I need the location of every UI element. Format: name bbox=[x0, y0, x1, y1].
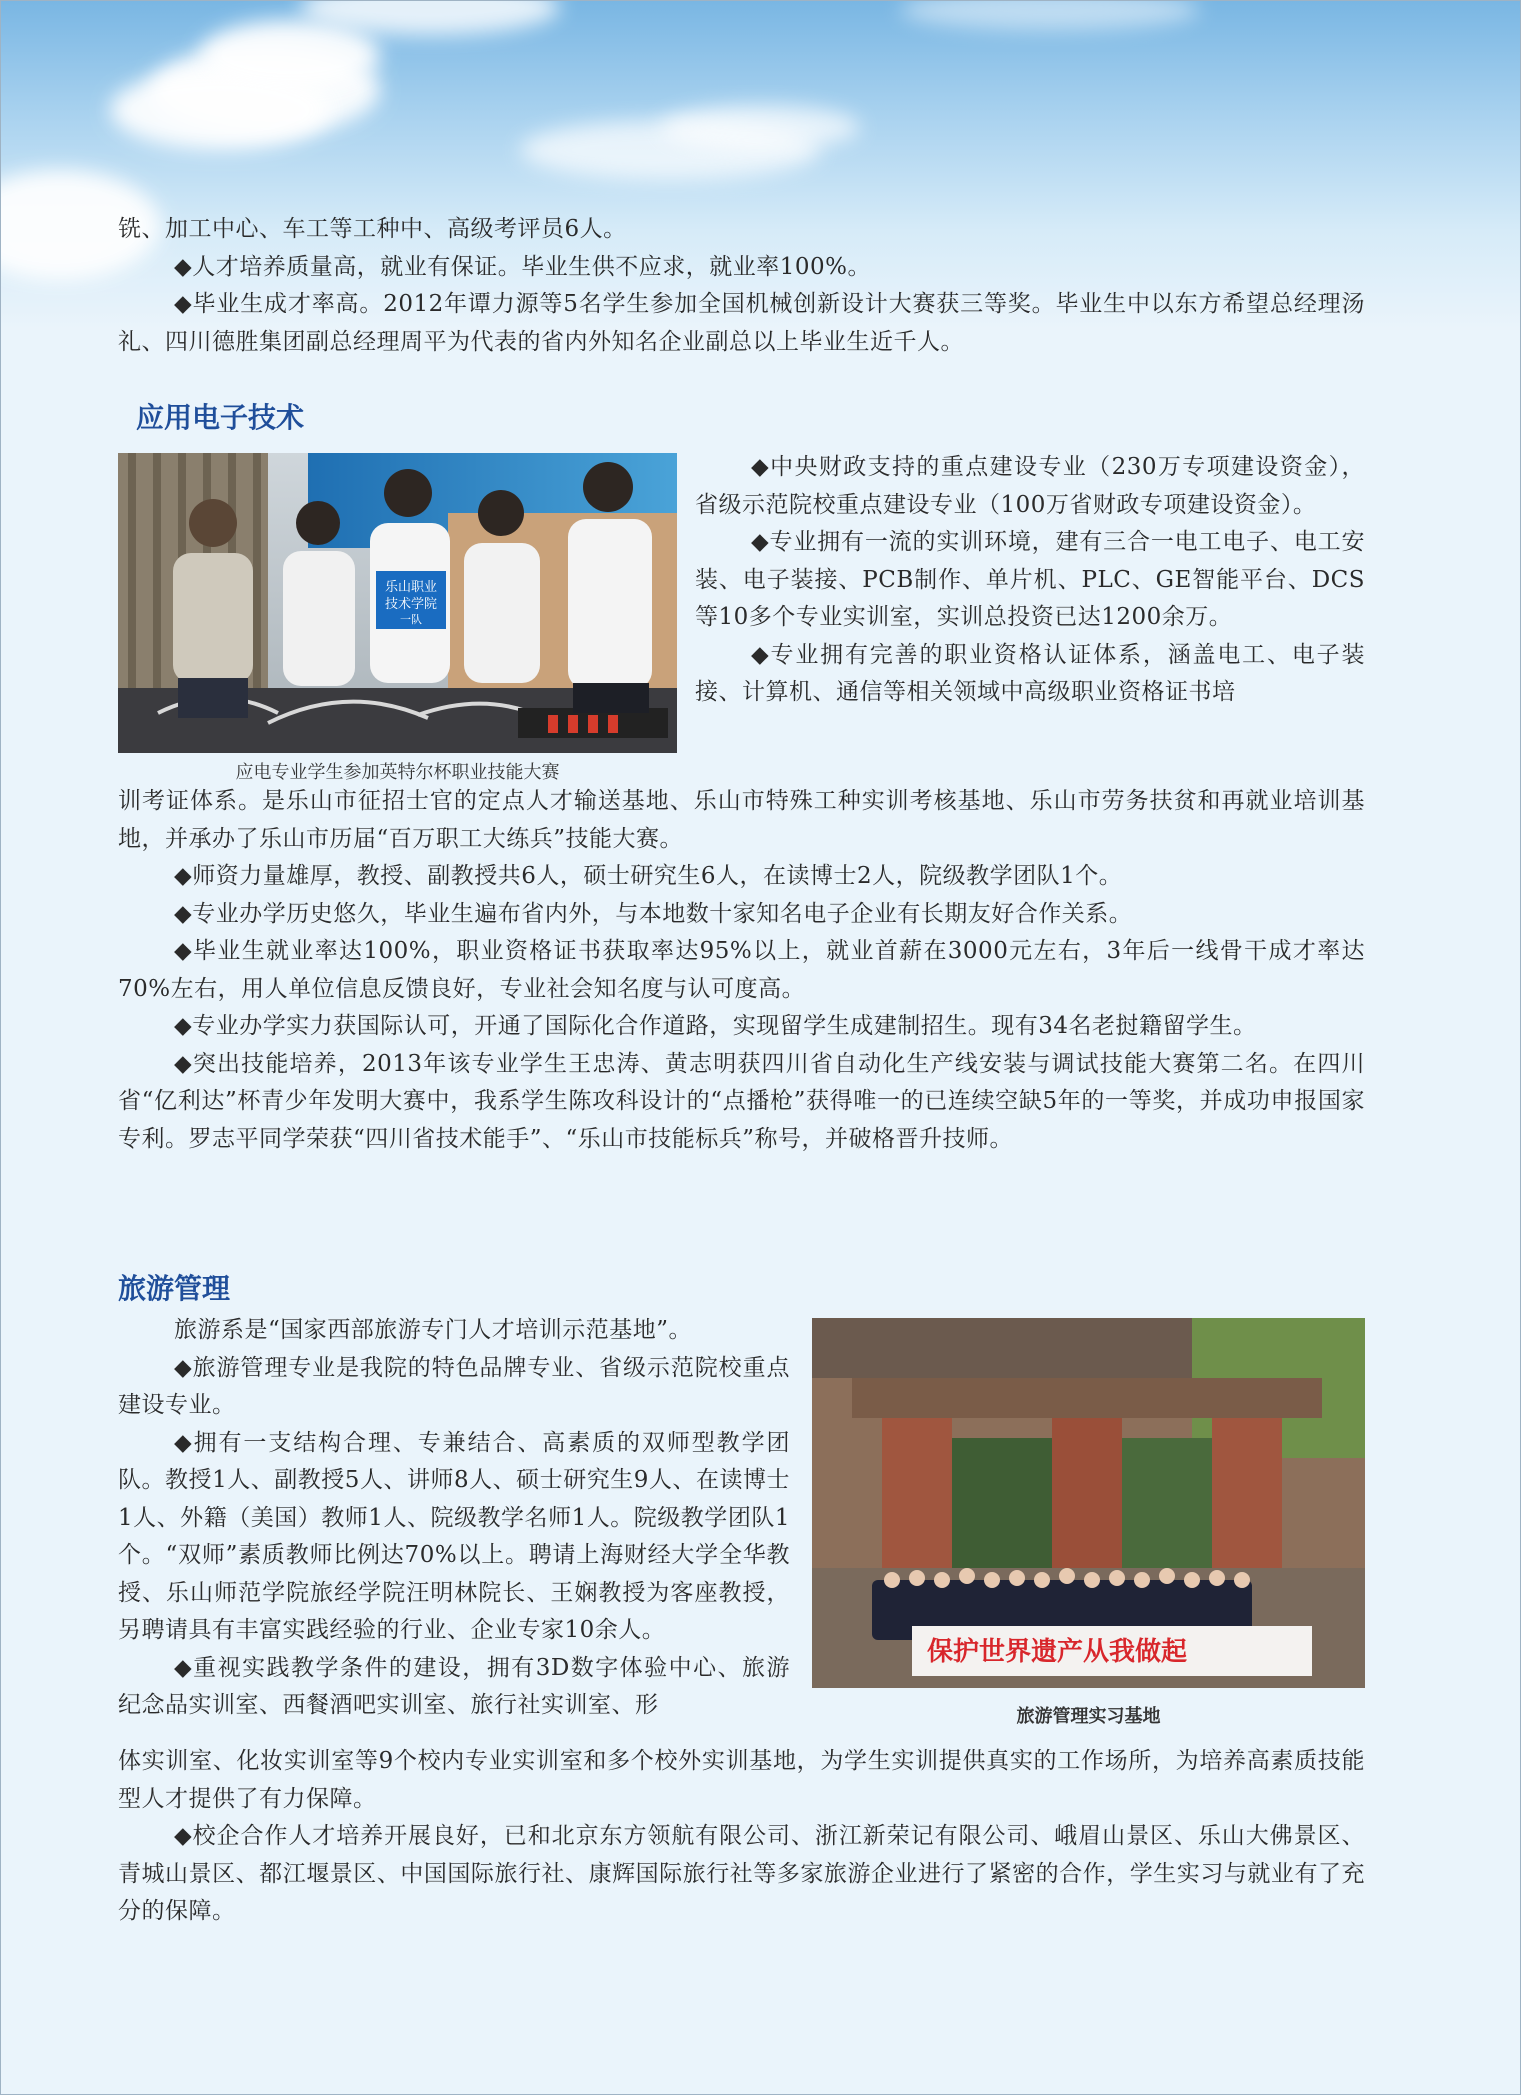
photo-sign-line2: 技术学院 bbox=[384, 597, 438, 612]
intro-section bbox=[118, 211, 1365, 361]
intro-bullet-2: ◆毕业生成才率高。2012年谭力源等5名学生参加全国机械创新设计大赛获三等奖。毕业生中以东方希望总经理汤礼、四川德胜集团副总经理周平为代表的省内外知名企业副总以上毕业生近千人。 bbox=[118, 291, 1365, 355]
intro-bullet-1: ◆人才培养质量高，就业有保证。毕业生供不应求，就业率100%。 bbox=[174, 253, 871, 280]
section-title-tourism: 旅游管理 bbox=[118, 1272, 231, 1305]
tourism-bullet-3a: ◆重视实践教学条件的建设，拥有3D数字体验中心、旅游纪念品实训室、西餐酒吧实训室、旅行社实训室、形 bbox=[118, 1654, 790, 1718]
electronics-photo-caption: 应电专业学生参加英特尔杯职业技能大赛 bbox=[235, 762, 560, 783]
tourism-photo-caption: 旅游管理实习基地 bbox=[1016, 1706, 1161, 1727]
photo-sign-line3: 一队 bbox=[400, 613, 422, 626]
electronics-bullet-3a: ◆专业拥有完善的职业资格认证体系，涵盖电工、电子装接、计算机、通信等相关领域中高级职业资格证书培 bbox=[695, 641, 1365, 705]
electronics-side-text bbox=[695, 449, 1365, 712]
electronics-bullet-6: ◆毕业生就业率达100%，职业资格证书获取率达95%以上，就业首薪在3000元左右，3年后一线骨干成才率达70%左右，用人单位信息反馈良好，专业社会知名度与认可度高。 bbox=[118, 938, 1365, 1002]
tourism-main-text bbox=[118, 1743, 1365, 1931]
electronics-bullet-7: ◆专业办学实力获国际认可，开通了国际化合作道路，实现留学生成建制招生。现有34名老挝籍留学生。 bbox=[174, 1013, 1257, 1039]
electronics-bullet-3b: 训考证体系。是乐山市征招士官的定点人才输送基地、乐山市特殊工种实训考核基地、乐山市劳务扶贫和再就业培训基地，并承办了乐山市历届“百万职工大练兵”技能大赛。 bbox=[118, 788, 1365, 852]
photo-banner-text: 保护世界遗产从我做起 bbox=[926, 1637, 1188, 1667]
tourism-side-text bbox=[118, 1312, 790, 1725]
intro-line: 铣、加工中心、车工等工种中、高级考评员6人。 bbox=[118, 216, 627, 242]
electronics-photo bbox=[118, 453, 677, 753]
tourism-bullet-1: ◆旅游管理专业是我院的特色品牌专业、省级示范院校重点建设专业。 bbox=[118, 1354, 790, 1418]
tourism-bullet-4: ◆校企合作人才培养开展良好，已和北京东方领航有限公司、浙江新荣记有限公司、峨眉山景区、乐山大佛景区、青城山景区、都江堰景区、中国国际旅行社、康辉国际旅行社等多家旅游企业进行了紧密的合作，学生实习与就业有了充分的保障。 bbox=[118, 1823, 1365, 1924]
electronics-main-text bbox=[118, 783, 1365, 1158]
electronics-bullet-1: ◆中央财政支持的重点建设专业（230万专项建设资金），省级示范院校重点建设专业（100万省财政专项建设资金）。 bbox=[695, 454, 1365, 518]
electronics-bullet-4: ◆师资力量雄厚，教授、副教授共6人，硕士研究生6人，在读博士2人，院级教学团队1个。 bbox=[174, 863, 1123, 889]
tourism-intro: 旅游系是“国家西部旅游专门人才培训示范基地”。 bbox=[174, 1317, 693, 1343]
section-title-electronics: 应用电子技术 bbox=[136, 401, 305, 434]
tourism-bullet-2: ◆拥有一支结构合理、专兼结合、高素质的双师型教学团队。教授1人、副教授5人、讲师8人、硕士研究生9人、在读博士1人、外籍（美国）教师1人、院级教学名师1人。院级教学团队1个。“双师”素质教师比例达70%以上。聘请上海财经大学全华教授、乐山师范学院旅经学院汪明林院长、王娴教授为客座教授，另聘请具有丰富实践经验的行业、企业专家10余人。 bbox=[118, 1429, 790, 1643]
tourism-photo bbox=[812, 1318, 1365, 1688]
electronics-bullet-8: ◆突出技能培养，2013年该专业学生王忠涛、黄志明获四川省自动化生产线安装与调试技能大赛第二名。在四川省“亿利达”杯青少年发明大赛中，我系学生陈攻科设计的“点播枪”获得唯一的已连续空缺5年的一等奖，并成功申报国家专利。罗志平同学荣获“四川省技术能手”、“乐山市技能标兵”称号，并破格晋升技师。 bbox=[118, 1050, 1365, 1152]
electronics-bullet-2: ◆专业拥有一流的实训环境，建有三合一电工电子、电工安装、电子装接、PCB制作、单片机、PLC、GE智能平台、DCS等10多个专业实训室，实训总投资已达1200余万。 bbox=[695, 529, 1365, 630]
electronics-bullet-5: ◆专业办学历史悠久，毕业生遍布省内外，与本地数十家知名电子企业有长期友好合作关系。 bbox=[174, 900, 1133, 927]
photo-sign-line1: 乐山职业 bbox=[384, 580, 438, 595]
tourism-bullet-3b: 体实训室、化妆实训室等9个校内专业实训室和多个校外实训基地，为学生实训提供真实的工作场所，为培养高素质技能型人才提供了有力保障。 bbox=[118, 1748, 1365, 1812]
